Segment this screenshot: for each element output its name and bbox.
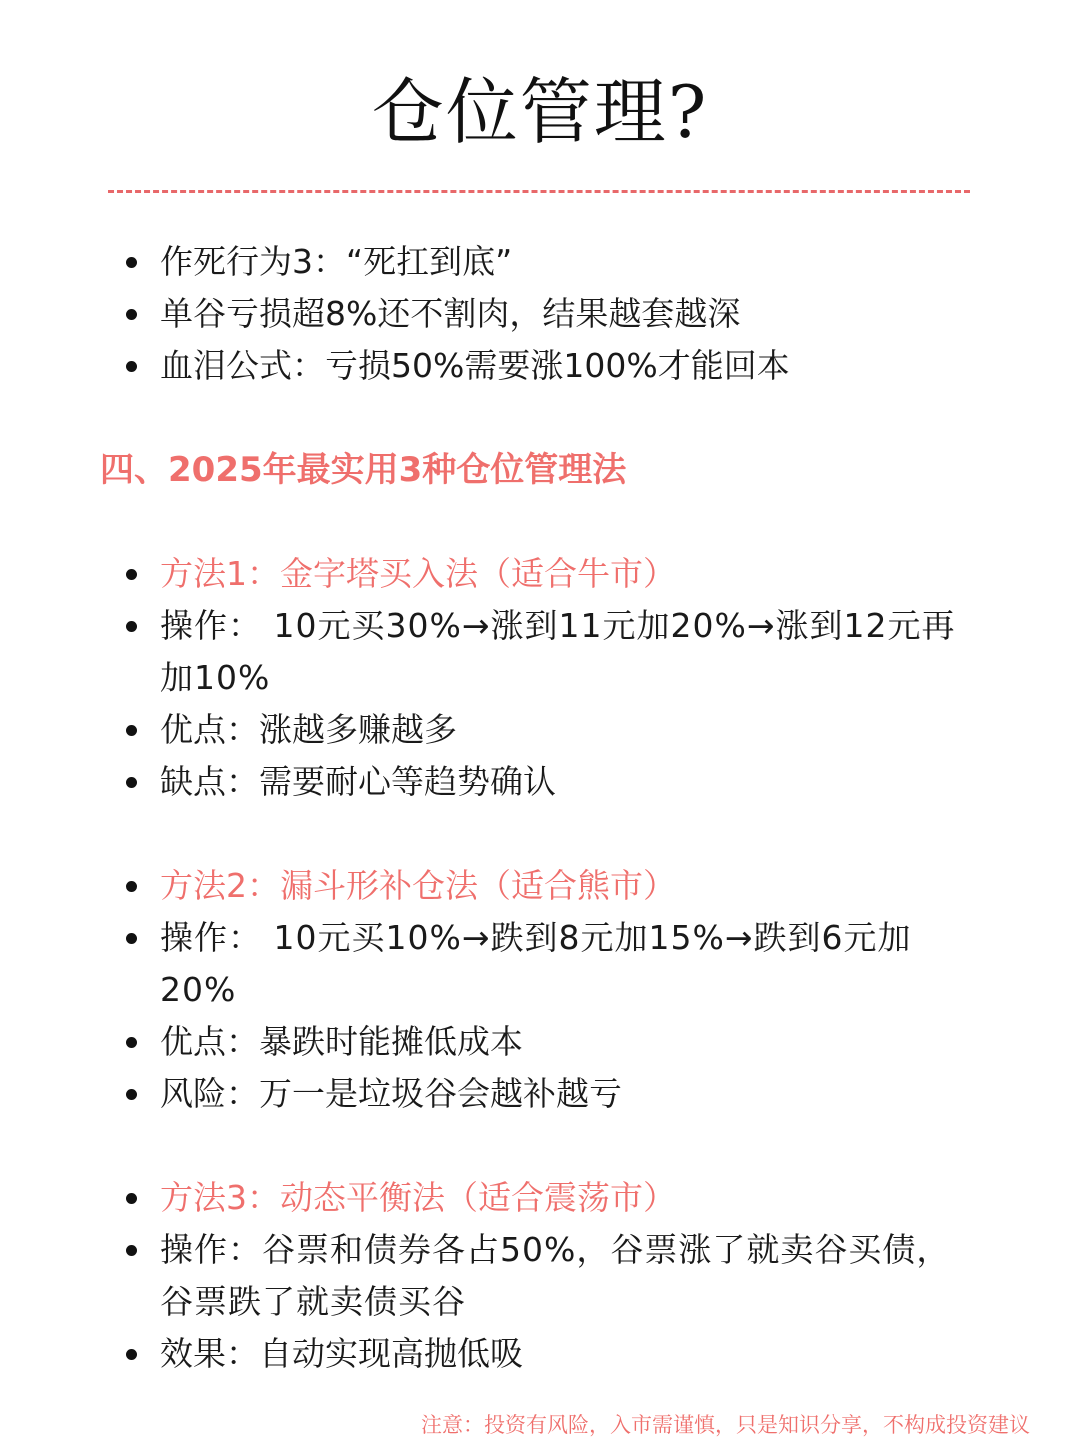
method-operation: 操作： 10元买30%→涨到11元加20%→涨到12元再加10% <box>0 600 1080 704</box>
method-cons: 缺点：需要耐心等趋势确认 <box>0 756 1080 808</box>
page-title: 仓位管理? <box>371 70 709 154</box>
method-title: 方法3：动态平衡法（适合震荡市） <box>0 1172 1080 1224</box>
method-operation: 操作：谷票和债券各占50%，谷票涨了就卖谷买债，谷票跌了就卖债买谷 <box>0 1224 1080 1328</box>
disclaimer-footer: 注意：投资有风险，入市需谨慎，只是知识分享，不构成投资建议 <box>421 1413 1030 1437</box>
list-item: 作死行为3：“死扛到底” <box>0 236 1080 288</box>
intro-bullet-list <box>0 236 1080 392</box>
method-1-list <box>0 548 1080 808</box>
section-heading: 四、2025年最实用3种仓位管理法 <box>100 450 627 490</box>
method-pros: 优点：暴跌时能摊低成本 <box>0 1016 1080 1068</box>
method-title: 方法2：漏斗形补仓法（适合熊市） <box>0 860 1080 912</box>
method-risk: 风险：万一是垃圾谷会越补越亏 <box>0 1068 1080 1120</box>
list-item: 单谷亏损超8%还不割肉，结果越套越深 <box>0 288 1080 340</box>
list-item: 血泪公式：亏损50%需要涨100%才能回本 <box>0 340 1080 392</box>
method-effect: 效果：自动实现高抛低吸 <box>0 1328 1080 1380</box>
method-title: 方法1：金字塔买入法（适合牛市） <box>0 548 1080 600</box>
method-operation: 操作： 10元买10%→跌到8元加15%→跌到6元加20% <box>0 912 1080 1016</box>
dashed-divider <box>108 190 970 193</box>
method-3-list <box>0 1172 1080 1380</box>
method-pros: 优点：涨越多赚越多 <box>0 704 1080 756</box>
method-2-list <box>0 860 1080 1120</box>
